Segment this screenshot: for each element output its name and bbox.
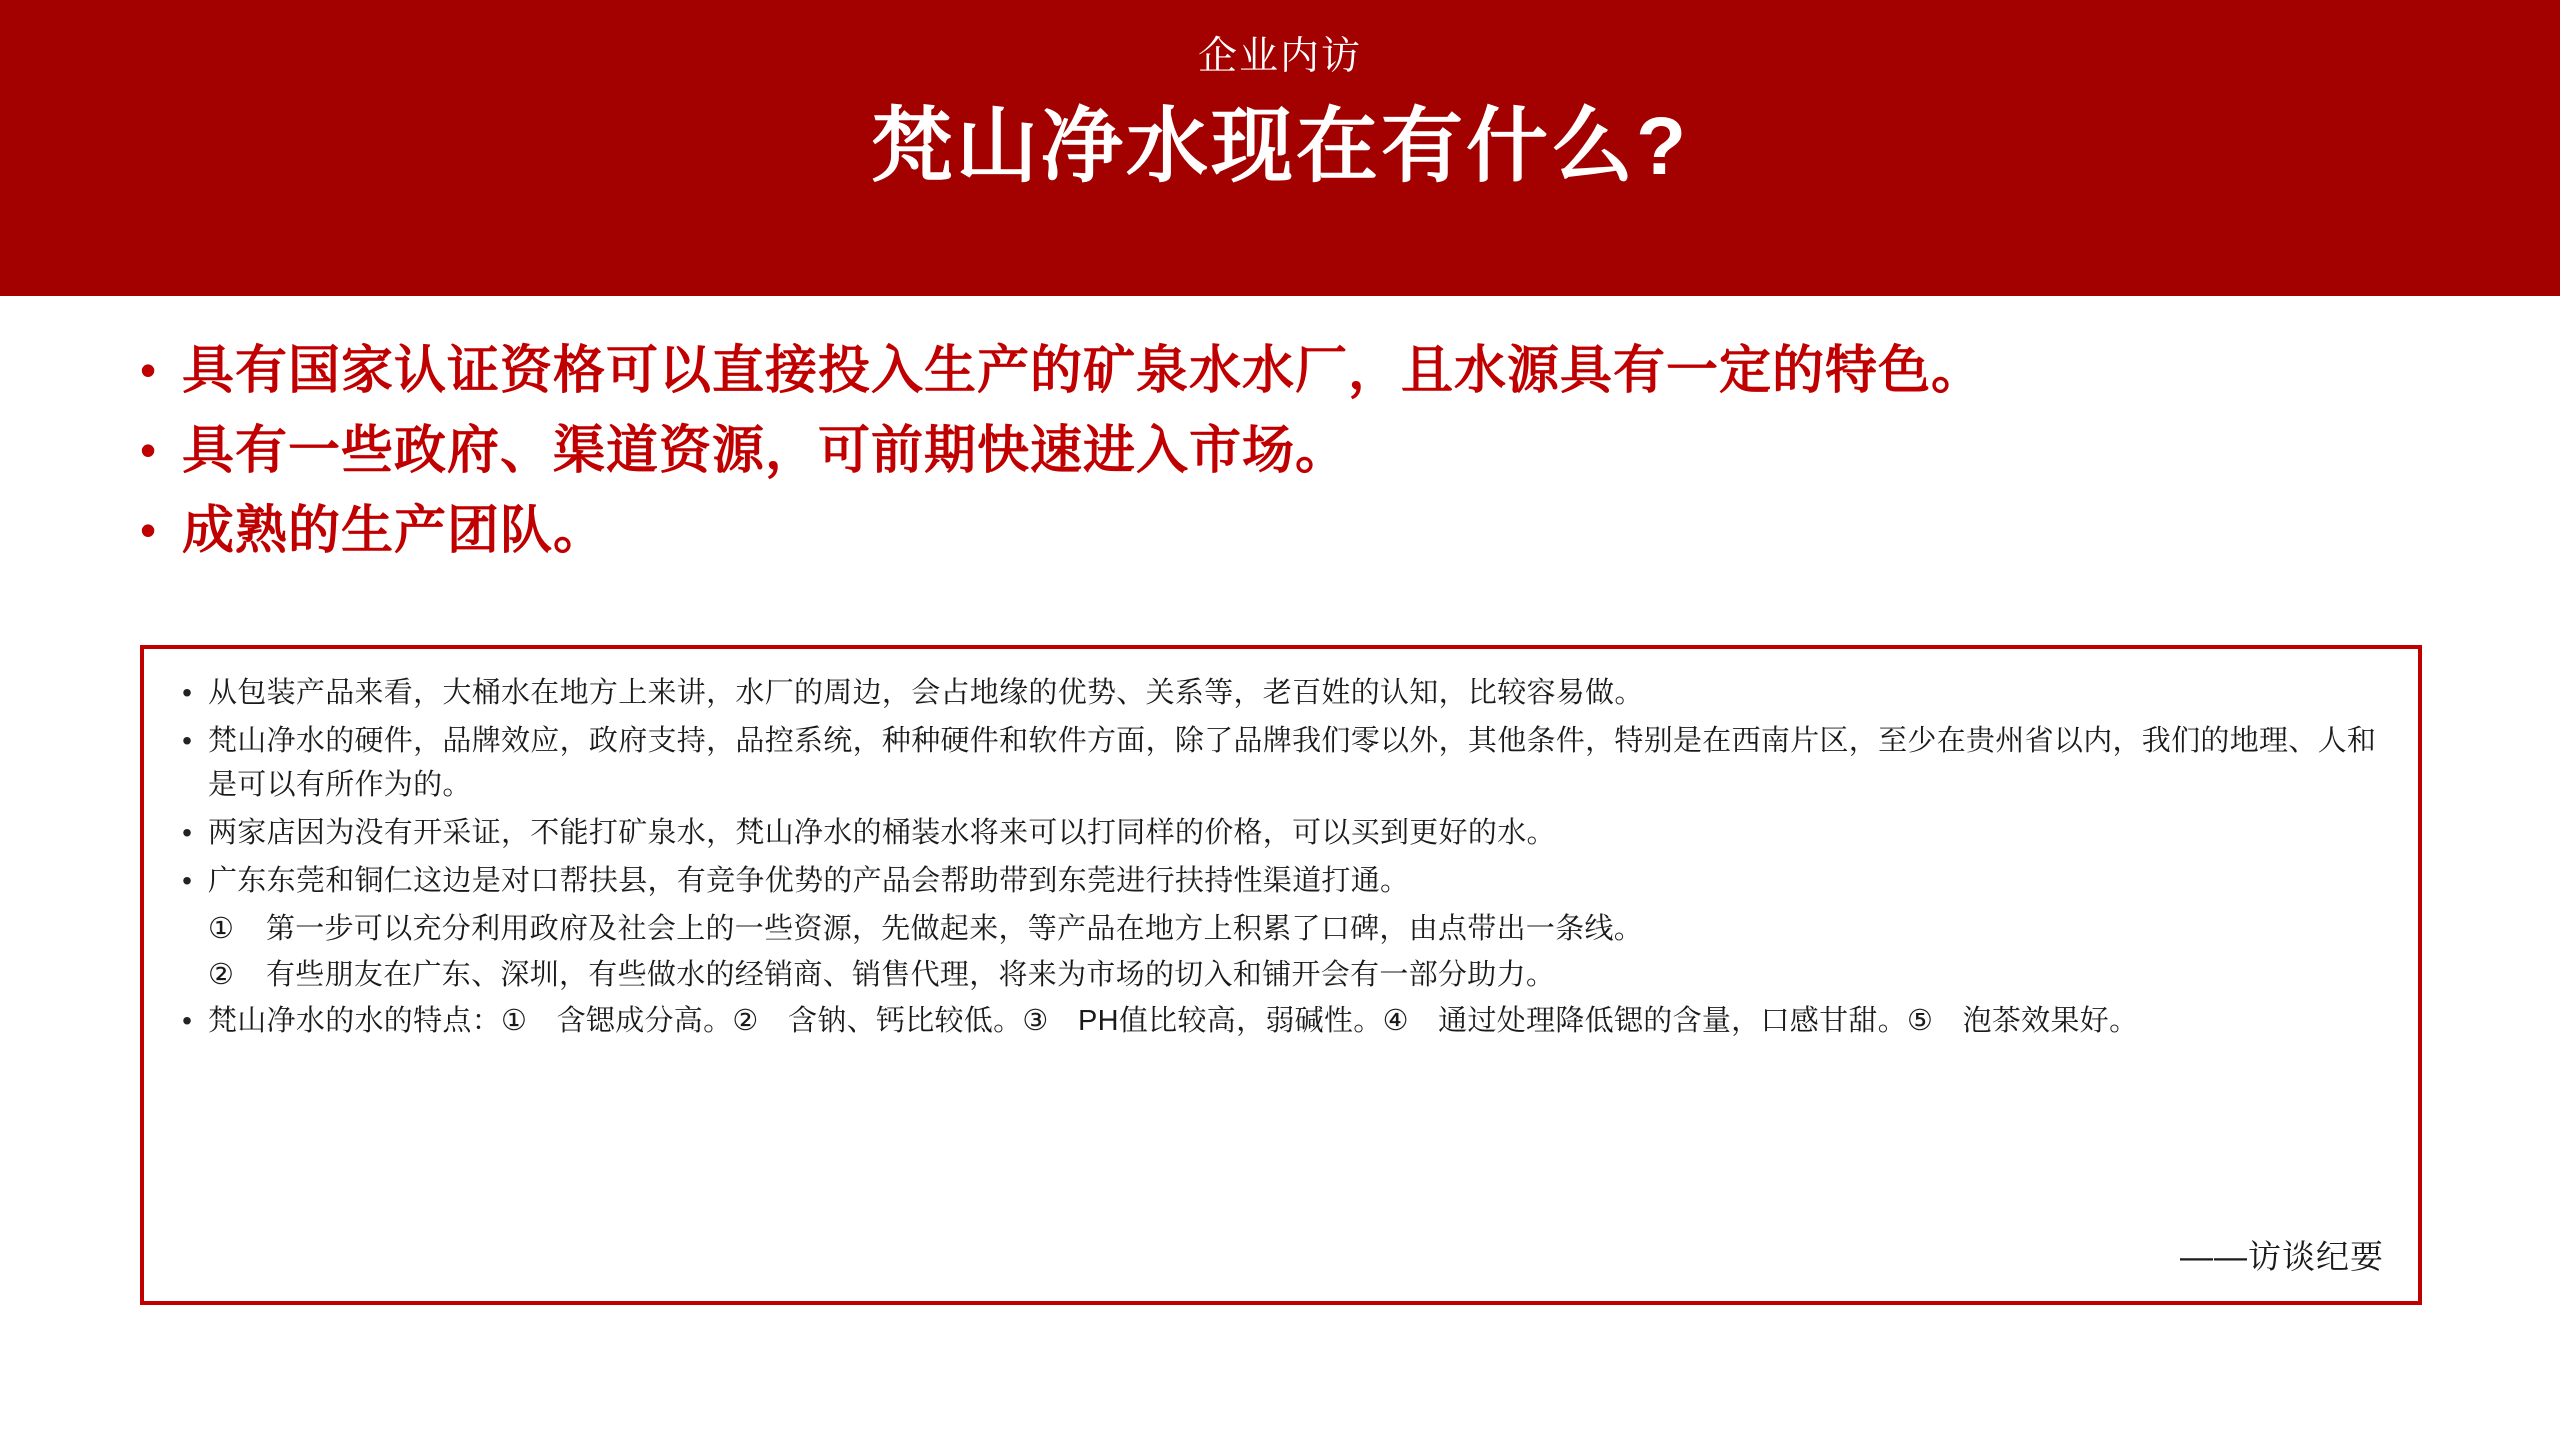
interview-notes-box [140,645,2422,1305]
highlight-text: 具有国家认证资格可以直接投入生产的矿泉水水厂，且水源具有一定的特色。 [182,342,1985,400]
note-text: 广东东莞和铜仁这边是对口帮扶县，有竞争优势的产品会帮助带到东莞进行扶持性渠道打通。 [208,865,1410,897]
bullet-icon: • [182,817,192,848]
header-kicker: 企业内访 [1197,35,1362,78]
bullet-icon: • [182,1005,192,1036]
note-text: 两家店因为没有开采证，不能打矿泉水，梵山净水的桶装水将来可以打同样的价格，可以买到更好的水。 [208,817,1556,849]
list-item [140,340,2440,402]
highlight-text: 成熟的生产团队。 [182,502,607,560]
sub-list-item [166,907,2392,951]
highlight-text: 具有一些政府、渠道资源，可前期快速进入市场。 [182,422,1349,480]
list-item [166,859,2392,903]
sub-marker: ① [208,913,234,945]
note-text: 梵山净水的硬件，品牌效应，政府支持，品控系统，种种硬件和软件方面，除了品牌我们零以外，其他条件，特别是在西南片区，至少在贵州省以内，我们的地理、人和是可以有所作为的。 [208,725,2377,801]
sub-marker: ② [208,959,234,991]
bullet-icon: • [182,725,192,756]
note-text: 从包装产品来看，大桶水在地方上来讲，水厂的周边，会占地缘的优势、关系等，老百姓的认知，比较容易做。 [208,677,1644,709]
list-item [166,811,2392,855]
list-item [140,420,2440,482]
list-item [166,671,2392,715]
bullet-icon: • [182,677,192,708]
bullet-icon: • [140,504,157,556]
page-title: 梵山净水现在有什么? [870,101,1690,192]
slide-header [0,0,2560,296]
sub-note-text: 第一步可以充分利用政府及社会上的一些资源，先做起来，等产品在地方上积累了口碑，由点带出一条线。 [266,913,1644,945]
sub-note-text: 有些朋友在广东、深圳，有些做水的经销商、销售代理，将来为市场的切入和铺开会有一部分助力。 [266,959,1556,991]
signature-line: ——访谈纪要 [2180,1238,2384,1275]
note-text: 梵山净水的水的特点：① 含锶成分高。② 含钠、钙比较低。③ PH值比较高，弱碱性。④ 通过处理降低锶的含量，口感甘甜。⑤ 泡茶效果好。 [208,1005,2139,1037]
bullet-icon: • [140,424,157,476]
bullet-icon: • [182,865,192,896]
list-item [166,719,2392,807]
highlight-list [140,340,2440,580]
bullet-icon: • [140,344,157,396]
sub-list-item [166,953,2392,997]
list-item [140,500,2440,562]
list-item [166,999,2392,1043]
